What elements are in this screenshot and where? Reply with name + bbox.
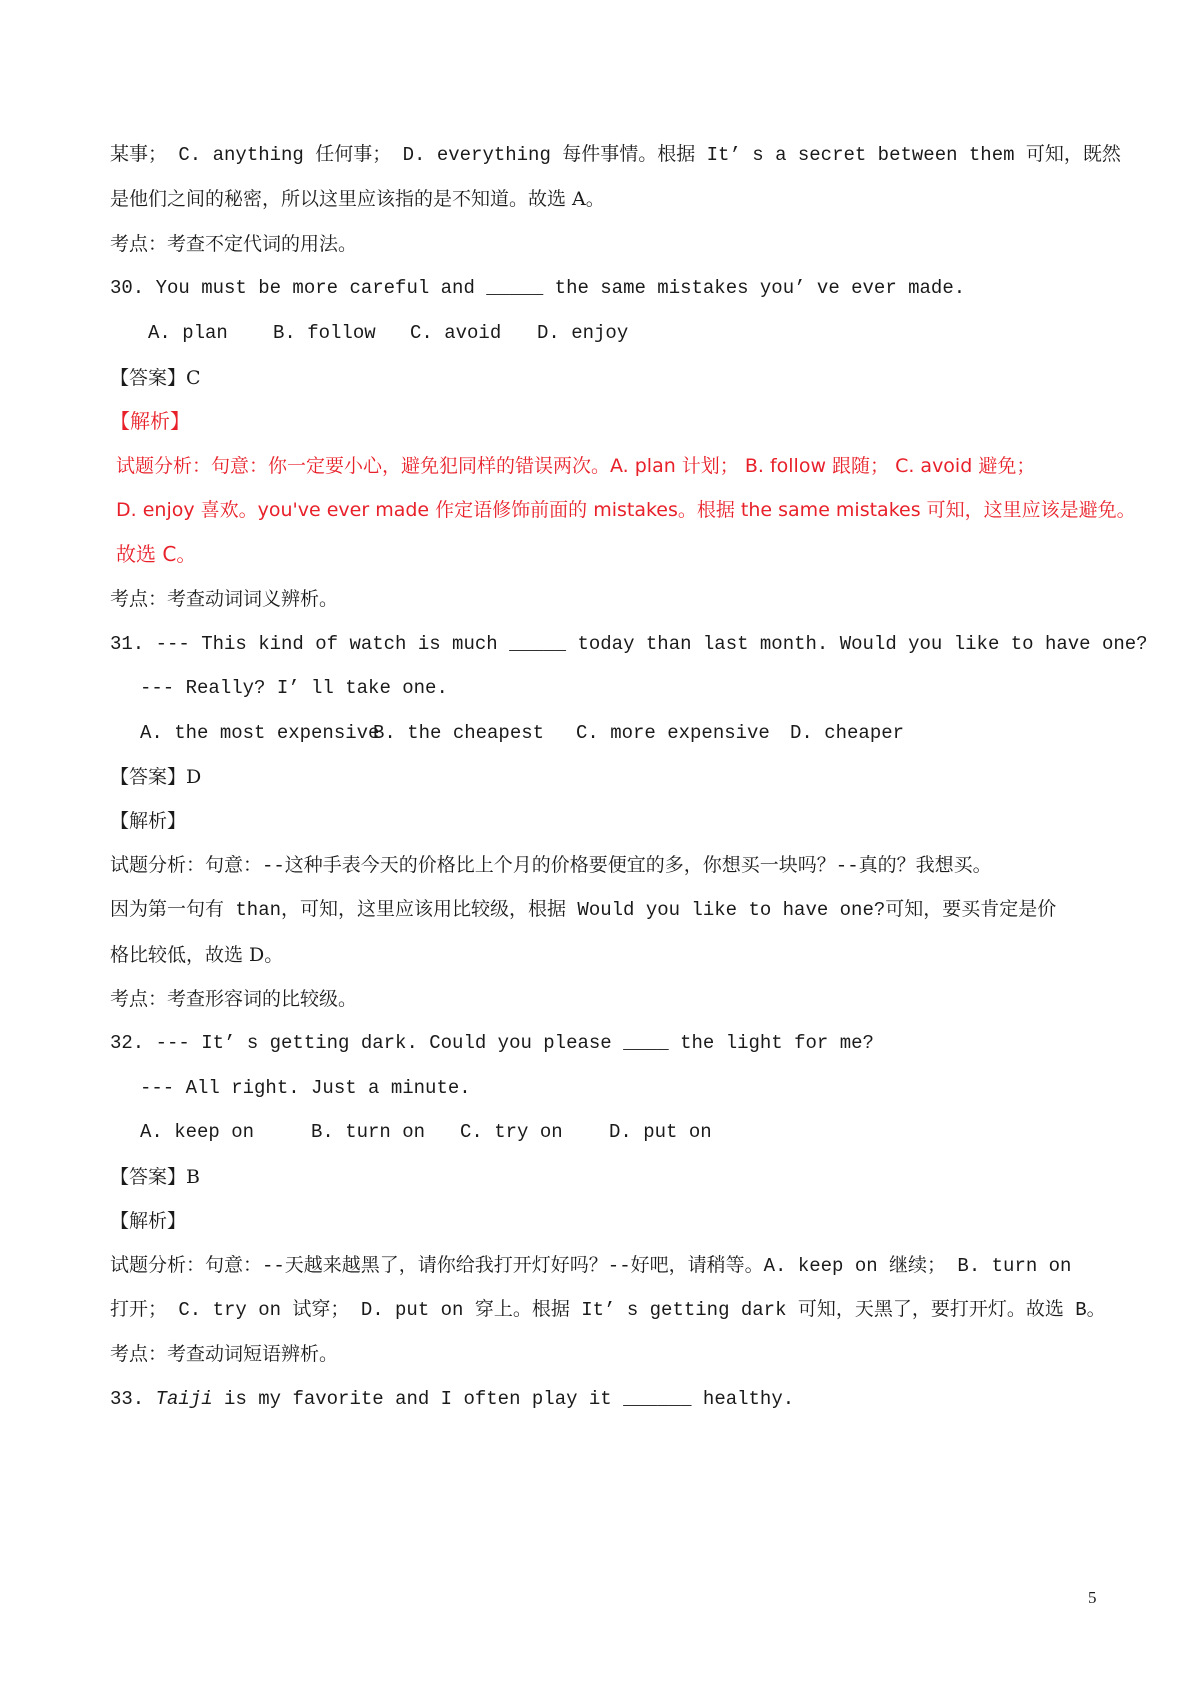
analysis-line: 故选 C。: [116, 542, 197, 566]
knowledge-point: 考点：考查动词词义辨析。: [110, 588, 339, 610]
analysis-line: 因为第一句有 than，可知，这里应该用比较级，根据 Would you like to have one?可知，要买肯定是价: [110, 899, 1057, 921]
answer-32: 【答案】B: [110, 1166, 200, 1188]
knowledge-point: 考点：考查动词短语辨析。: [110, 1343, 339, 1365]
answer-31: 【答案】D: [110, 766, 202, 788]
analysis-heading: 【解析】: [110, 810, 187, 832]
question-33: [110, 1386, 794, 1412]
option-c: C. avoid: [410, 322, 502, 344]
option-d: D. put on: [609, 1121, 712, 1143]
question-number: 33.: [110, 1388, 145, 1410]
option-d: D. cheaper: [790, 722, 905, 744]
analysis-line: 格比较低，故选 D。: [110, 944, 284, 966]
question-31-options: [140, 720, 904, 746]
knowledge-point: 考点：考查形容词的比较级。: [110, 988, 358, 1010]
question-32-reply: --- All right. Just a minute.: [140, 1077, 471, 1099]
analysis-line: 打开； C. try on 试穿； D. put on 穿上。根据 It’ s getting dark 可知，天黑了，要打开灯。故选 B。: [110, 1299, 1106, 1321]
option-b: B. follow: [273, 322, 376, 344]
analysis-line: 试题分析：句意：你一定要小心，避免犯同样的错误两次。A. plan 计划； B. follow 跟随； C. avoid 避免；: [116, 455, 1036, 477]
analysis-line: 试题分析：句意：--天越来越黑了，请你给我打开灯好吗？--好吧，请稍等。A. keep on 继续； B. turn on: [110, 1255, 1072, 1277]
question-32: 32. --- It’ s getting dark. Could you please ____ the light for me?: [110, 1032, 874, 1054]
option-a: A. the most expensive: [140, 722, 380, 744]
question-30: 30. You must be more careful and _____ the same mistakes you’ ve ever made.: [110, 277, 966, 299]
question-30-options: [148, 320, 628, 346]
question-32-options: [140, 1119, 712, 1145]
answer-30: 【答案】C: [110, 367, 201, 389]
analysis-heading: 【解析】: [110, 409, 190, 433]
page-number: 5: [1088, 1588, 1097, 1607]
option-b: B. turn on: [311, 1121, 426, 1143]
explanation-line: 是他们之间的秘密，所以这里应该指的是不知道。故选 A。: [110, 188, 605, 210]
analysis-line: 试题分析：句意：--这种手表今天的价格比上个月的价格要便宜的多，你想买一块吗？--真的？我想买。: [110, 855, 992, 877]
option-a: A. keep on: [140, 1121, 255, 1143]
question-31: 31. --- This kind of watch is much _____ today than last month. Would you like to have one?: [110, 633, 1148, 655]
question-text: is my favorite and I often play it ______ healthy.: [212, 1388, 795, 1410]
taiji-term: Taiji: [155, 1388, 213, 1410]
knowledge-point: 考点：考查不定代词的用法。: [110, 233, 358, 255]
option-c: C. more expensive: [576, 722, 770, 744]
question-31-reply: --- Really? I’ ll take one.: [140, 677, 448, 699]
option-c: C. try on: [460, 1121, 563, 1143]
analysis-heading: 【解析】: [110, 1210, 187, 1232]
option-d: D. enjoy: [537, 322, 629, 344]
explanation-line: 某事； C. anything 任何事； D. everything 每件事情。根据 It’ s a secret between them 可知，既然: [110, 144, 1121, 166]
analysis-line: D. enjoy 喜欢。you've ever made 作定语修饰前面的 mistakes。根据 the same mistakes 可知，这里应该是避免。: [116, 499, 1136, 521]
option-b: B. the cheapest: [373, 722, 545, 744]
option-a: A. plan: [148, 322, 228, 344]
